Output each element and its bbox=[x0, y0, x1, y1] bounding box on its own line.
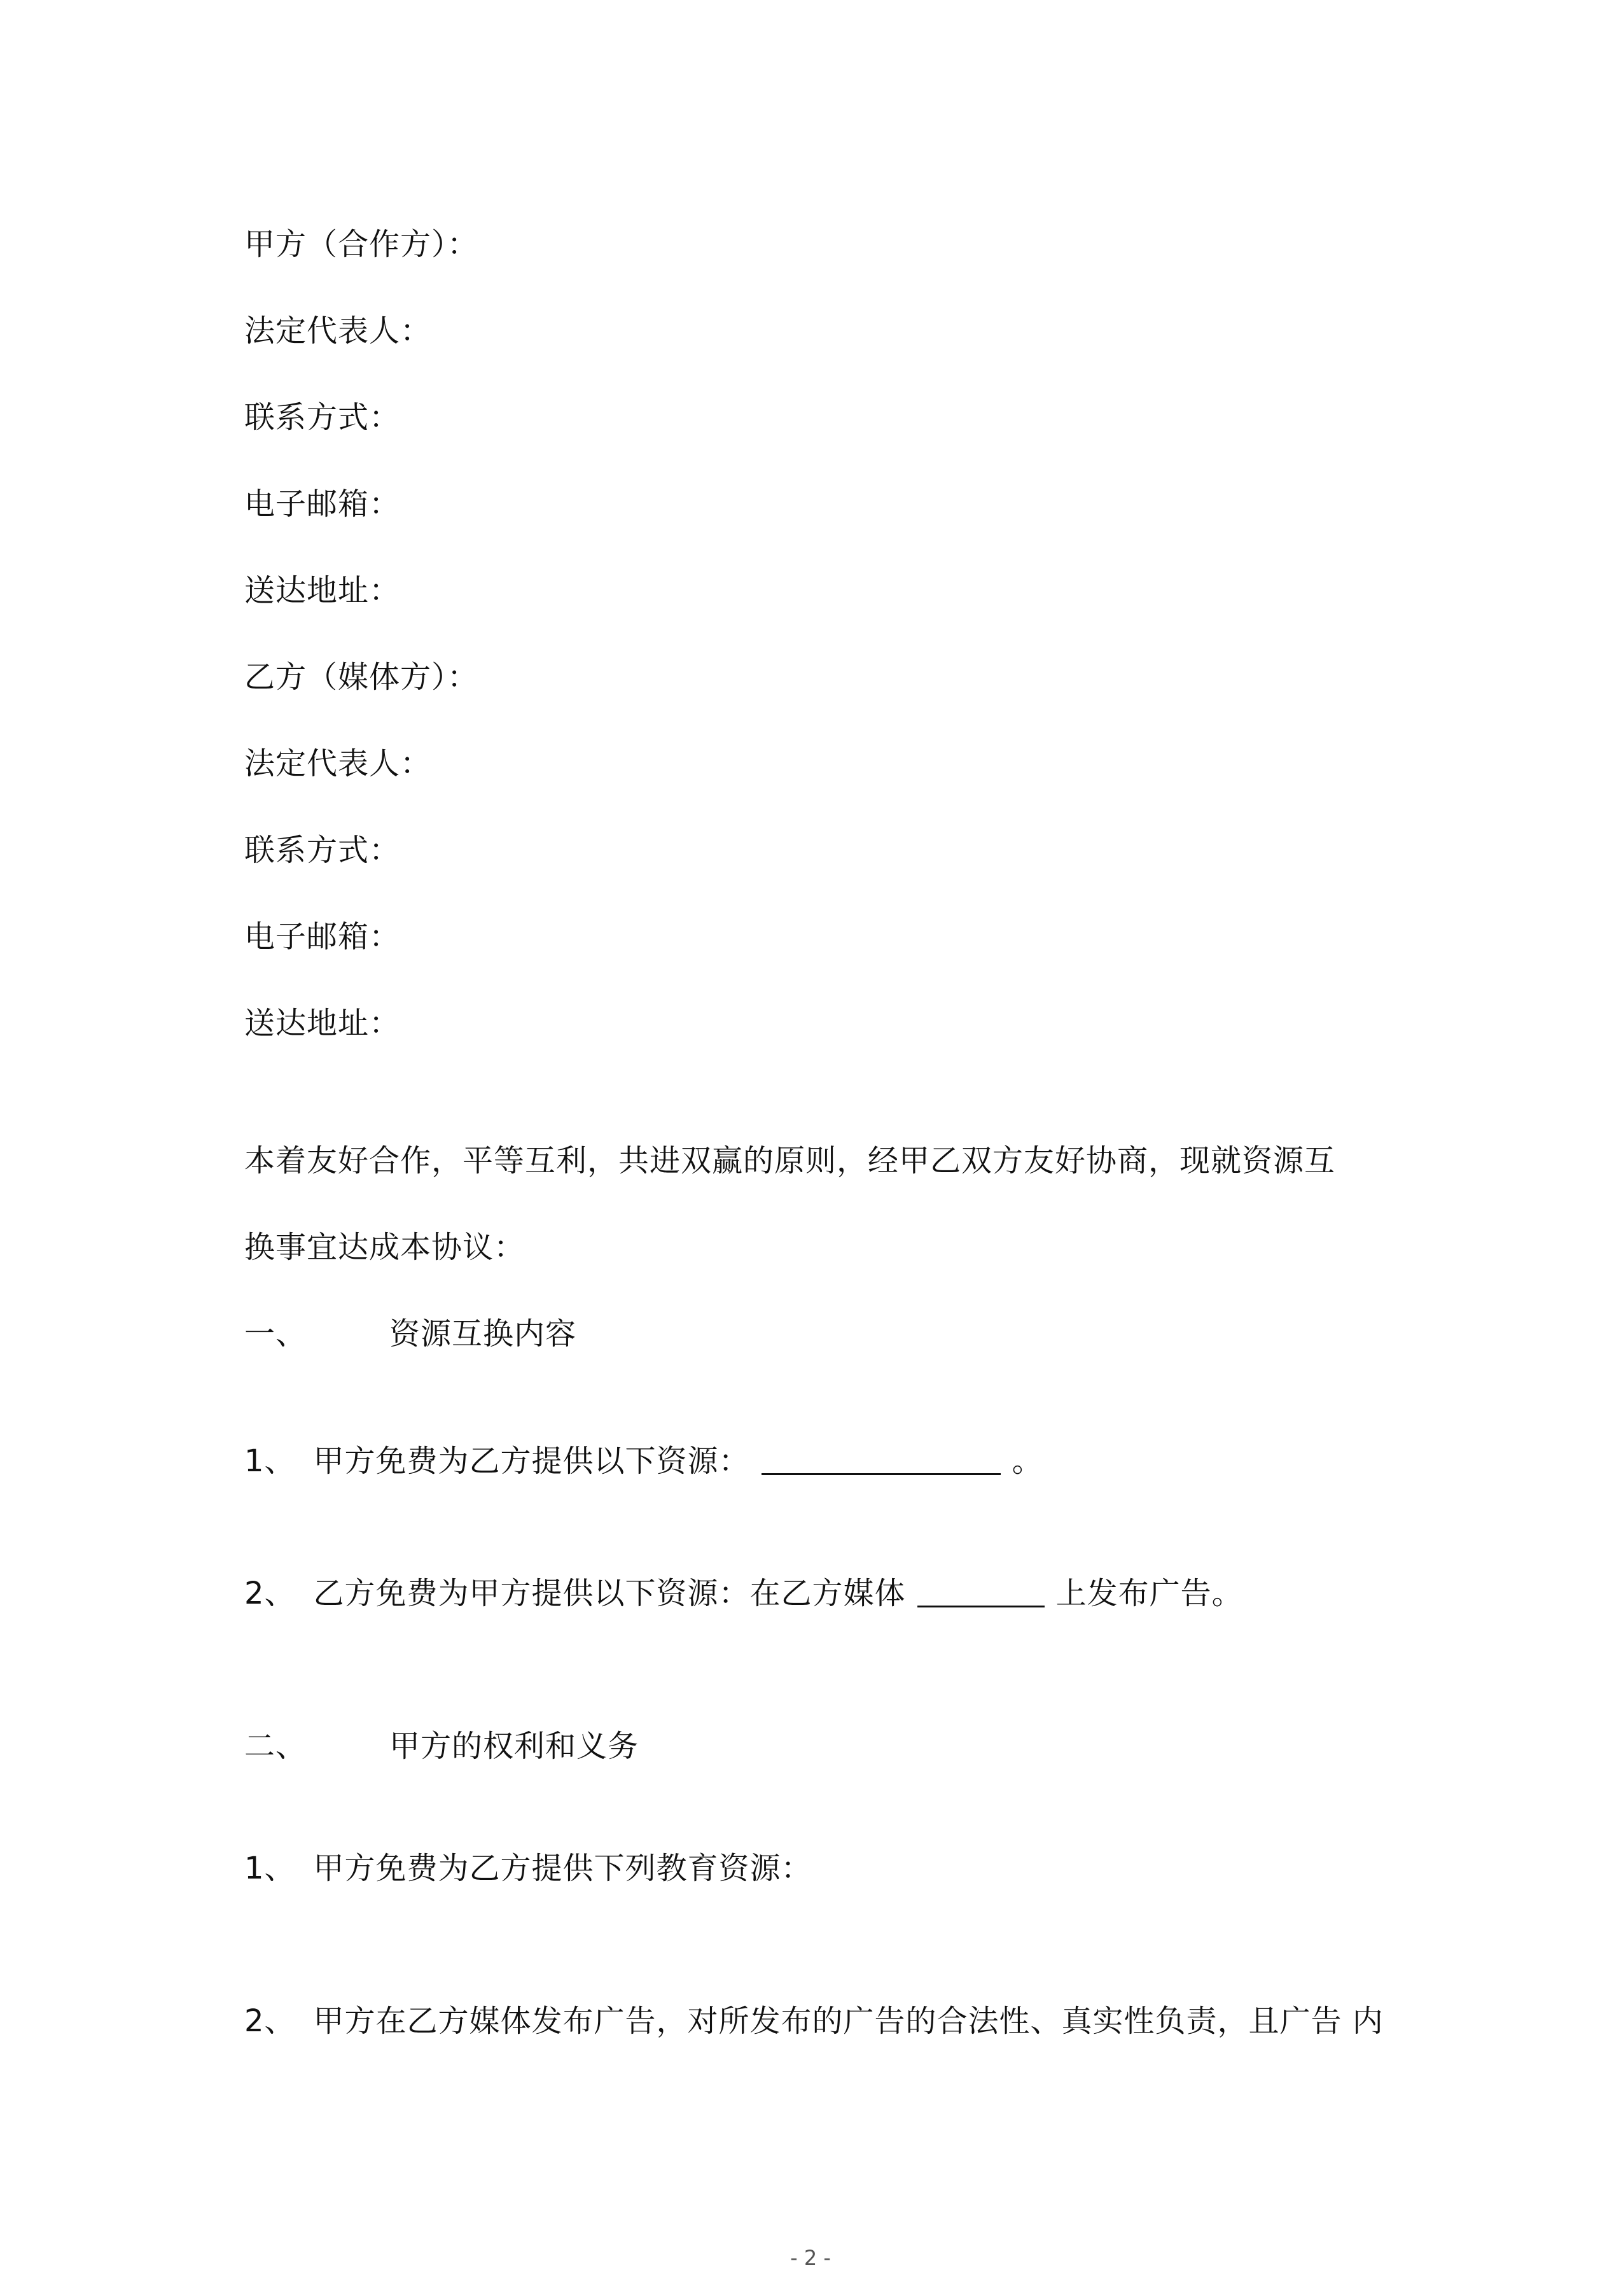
section-2-heading bbox=[244, 1726, 639, 1767]
section-1-item-2 bbox=[244, 1573, 1243, 1614]
page-number: - 2 - bbox=[790, 2246, 831, 2270]
section-1-item-1-text: 甲方免费为乙方提供以下资源： bbox=[313, 1443, 750, 1479]
section-1-item-1-end: 。 bbox=[1012, 1443, 1043, 1479]
section-2-number: 二、 bbox=[244, 1728, 307, 1764]
section-2-title: 甲方的权利和义务 bbox=[389, 1728, 639, 1764]
section-1-title: 资源互换内容 bbox=[389, 1316, 577, 1352]
section-2-item-1 bbox=[244, 1848, 812, 1889]
media-blank-field bbox=[917, 1580, 1045, 1607]
section-1-item-2-number: 2、 bbox=[244, 1576, 296, 1611]
party-b-contact-label: 联系方式： bbox=[244, 832, 401, 868]
section-1-heading bbox=[244, 1313, 576, 1354]
party-b-heading: 乙方（媒体方）： bbox=[244, 659, 479, 695]
resource-blank-field bbox=[762, 1448, 1001, 1475]
party-a-contact-label: 联系方式： bbox=[244, 400, 401, 435]
section-1-item-2-end: 上发布广告。 bbox=[1055, 1576, 1243, 1611]
section-2-item-1-text: 甲方免费为乙方提供下列教育资源： bbox=[313, 1851, 812, 1886]
section-1-item-1-number: 1、 bbox=[244, 1443, 296, 1479]
section-1-item-2-text: 乙方免费为甲方提供以下资源：在乙方媒体 bbox=[313, 1576, 906, 1611]
party-a-legal-rep-label: 法定代表人： bbox=[244, 313, 432, 349]
party-b-legal-rep-label: 法定代表人： bbox=[244, 746, 432, 781]
intro-line-2: 换事宜达成本协议： bbox=[244, 1229, 525, 1265]
party-a-address-label: 送达地址： bbox=[244, 573, 401, 608]
party-a-email-label: 电子邮箱： bbox=[244, 486, 401, 522]
section-2-item-2 bbox=[244, 2001, 1384, 2041]
section-1-number: 一、 bbox=[244, 1316, 307, 1352]
section-2-item-1-number: 1、 bbox=[244, 1851, 296, 1886]
intro-line-1: 本着友好合作，平等互利，共进双赢的原则，经甲乙双方友好协商，现就资源互 bbox=[244, 1143, 1336, 1179]
section-2-item-2-number: 2、 bbox=[244, 2003, 296, 2039]
party-b-address-label: 送达地址： bbox=[244, 1005, 401, 1041]
party-b-email-label: 电子邮箱： bbox=[244, 919, 401, 955]
section-1-item-1 bbox=[244, 1441, 1043, 1481]
party-a-heading: 甲方（合作方）： bbox=[244, 227, 479, 262]
section-2-item-2-text: 甲方在乙方媒体发布广告，对所发布的广告的合法性、真实性负责，且广告 内 bbox=[313, 2003, 1384, 2039]
